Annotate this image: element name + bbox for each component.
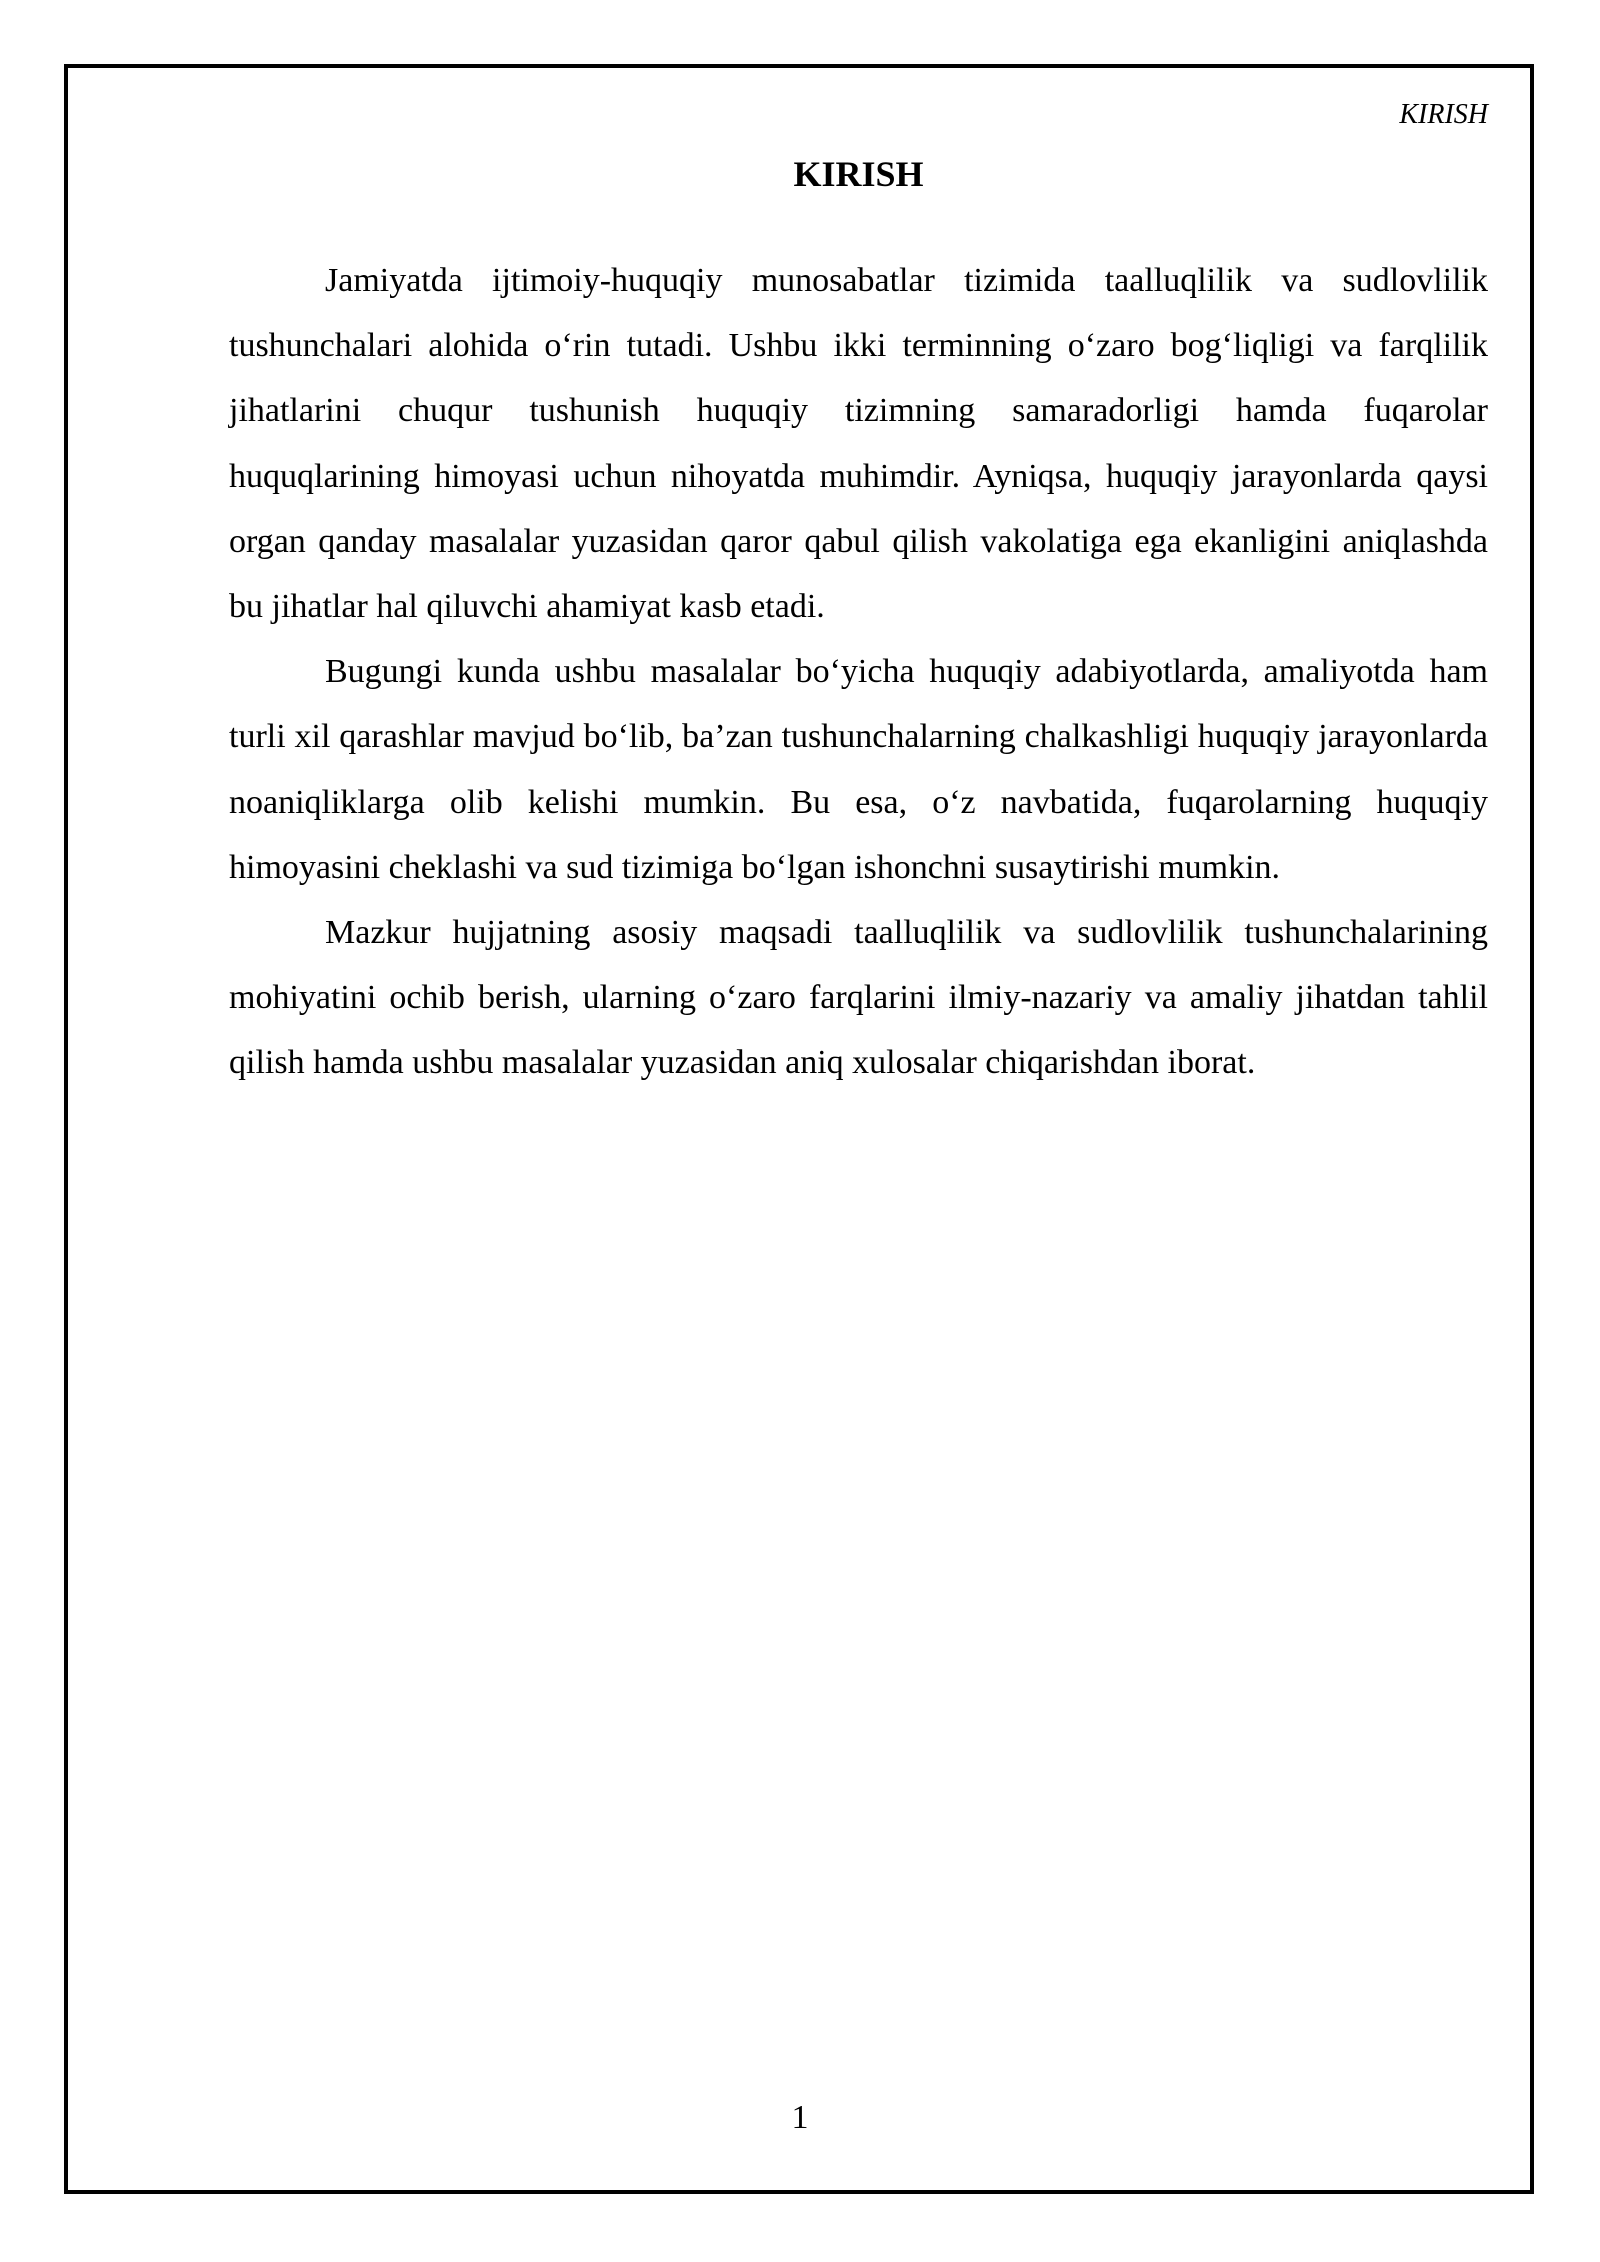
page-title: KIRISH (793, 154, 924, 194)
running-header: KIRISH (1399, 99, 1488, 130)
document-body (229, 248, 1488, 1096)
paragraph-1: Jamiyatda ijtimoiy-huquqiy munosabatlar tizimida taalluqlilik va sudlovlilik tushunchalari alohida o‘rin tutadi. Ushbu ikki terminning o‘zaro bog‘liqligi va farqlilik jihatlarini chuqur tushunish huquqiy tizimning samaradorligi hamda fuqarolar huquqlarining himoyasi uchun nihoyatda muhimdir. Ayniqsa, huquqiy jarayonlarda qaysi organ qanday masalalar yuzasidan qaror qabul qilish vakolatiga ega ekanligini aniqlashda bu jihatlar hal qiluvchi ahamiyat kasb etadi. (229, 262, 1488, 626)
paragraph-2: Bugungi kunda ushbu masalalar bo‘yicha huquqiy adabiyotlarda, amaliyotda ham turli xil qarashlar mavjud bo‘lib, ba’zan tushunchalarning chalkashligi huquqiy jarayonlarda noaniqliklarga olib kelishi mumkin. Bu esa, o‘z navbatida, fuqarolarning huquqiy himoyasini cheklashi va sud tizimiga bo‘lgan ishonchni susaytirishi mumkin. (229, 653, 1488, 886)
paragraph-3: Mazkur hujjatning asosiy maqsadi taalluqlilik va sudlovlilik tushunchalarining mohiyatini ochib berish, ularning o‘zaro farqlarini ilmiy-nazariy va amaliy jihatdan tahlil qilish hamda ushbu masalalar yuzasidan aniq xulosalar chiqarishdan iborat. (229, 914, 1488, 1082)
page-number: 1 (791, 2099, 809, 2136)
